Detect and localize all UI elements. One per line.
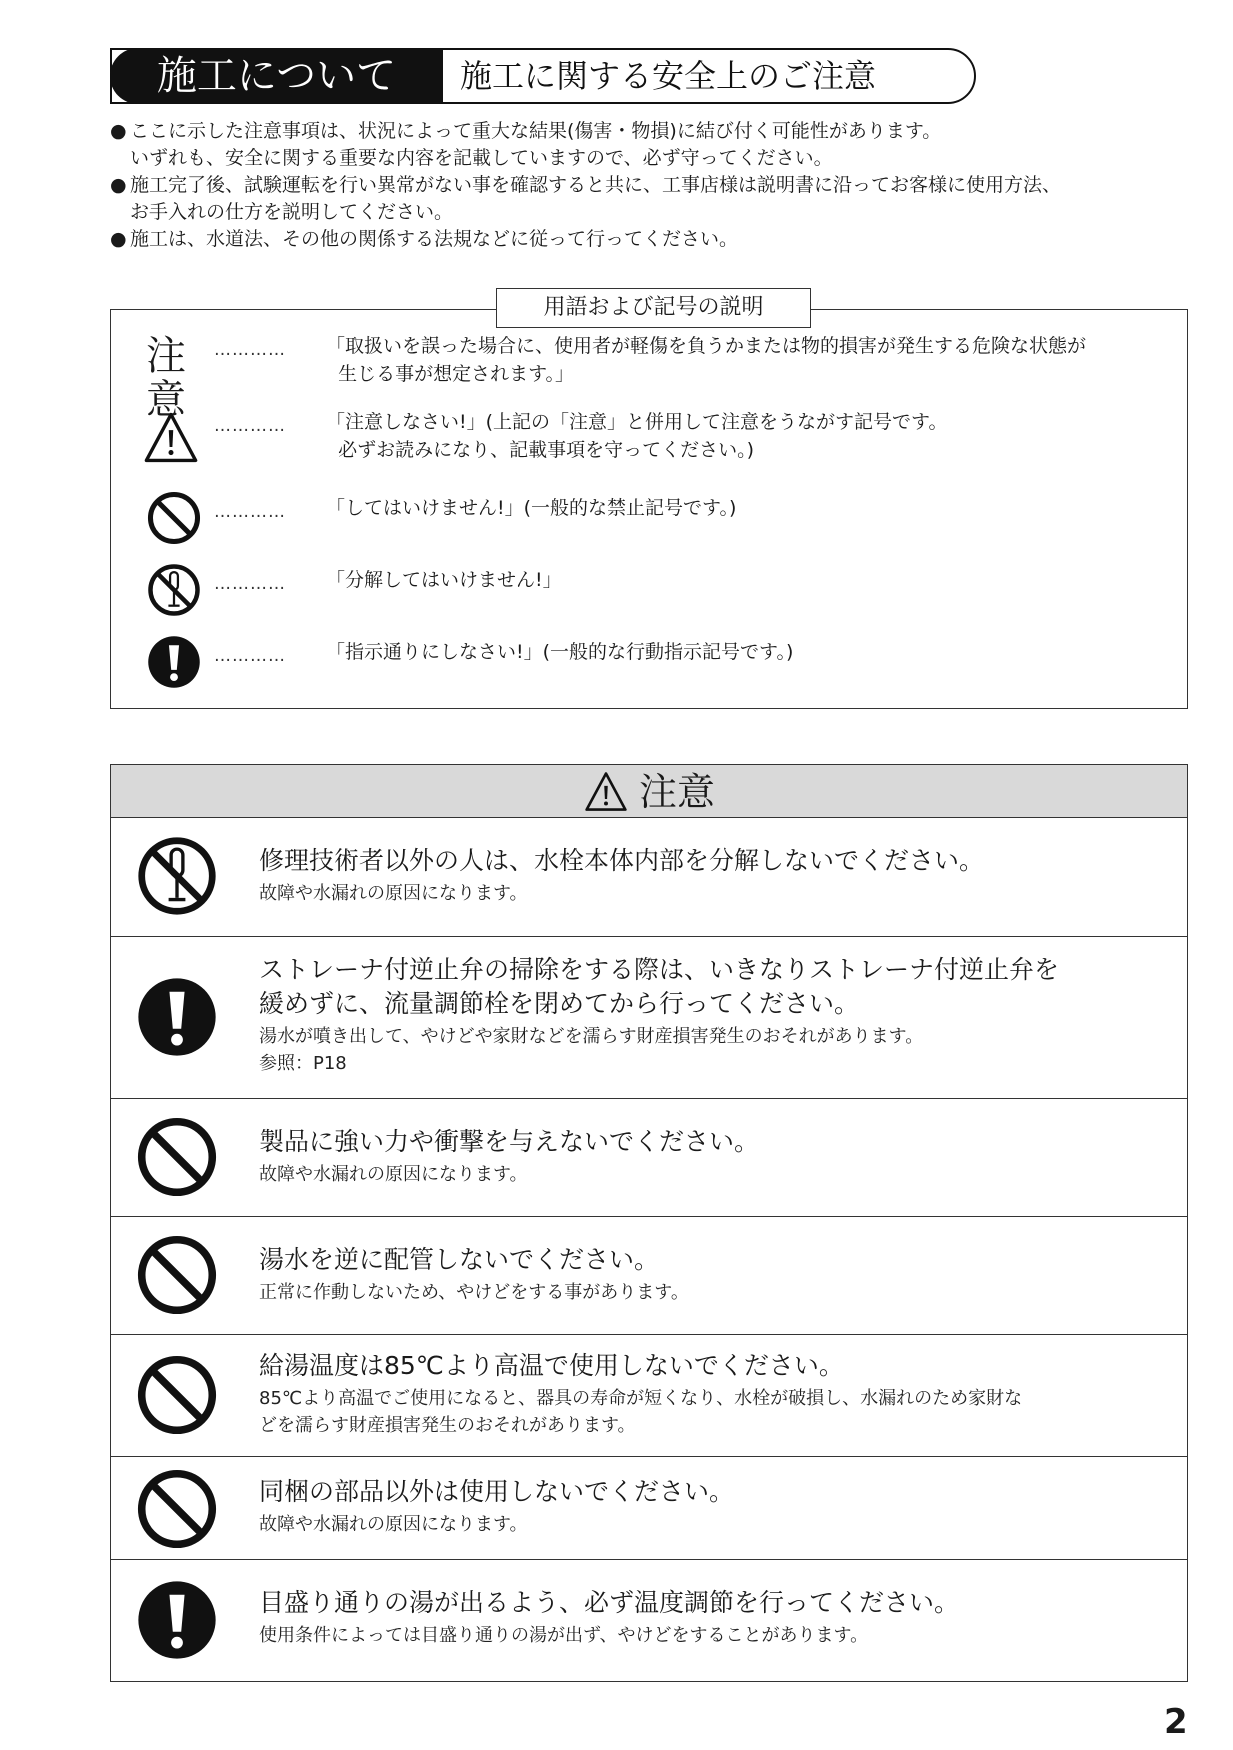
caution-item [111,936,1187,1098]
intro-bullet: ● ここに示した注意事項は、状況によって重大な結果(傷害・物損)に結び付く可能性があります。 いずれも、安全に関する重要な内容を記載していますので、必ず守ってください。 [110,118,1150,172]
caution-item [111,1456,1187,1559]
caution-title: 修理技術者以外の人は、水栓本体内部を分解しないでください。 [259,846,985,875]
caution-item [111,1216,1187,1334]
caution-desc: 湯水が噴き出して、やけどや家財などを濡らす財産損害発生のおそれがあります。 参照：P18 [259,1026,924,1074]
caution-desc: 85℃より高温でご使用になると、器具の寿命が短くなり、水栓が破損し、水漏れのため家財な どを濡らす財産損害発生のおそれがあります。 [259,1388,1023,1436]
chui-label: 注意 [146,333,186,423]
legend-text: 「取扱いを誤った場合に、使用者が軽傷を負うかまたは物的損害が発生する危険な状態が 生じる事が想定されます。」 [326,335,1087,385]
legend-text: 「注意しなさい!」(上記の「注意」と併用して注意をうながす記号です。 必ずお読みになり、記載事項を守ってください。) [326,411,948,461]
leader-dots: ………… [214,340,286,360]
prohibition-icon [135,1115,219,1199]
leader-dots: ………… [214,574,286,594]
mandatory-action-icon [139,634,209,690]
legend-text: 「分解してはいけません!」 [326,569,562,591]
caution-item [111,1559,1187,1681]
caution-desc: 故障や水漏れの原因になります。 [259,1514,528,1535]
no-disassembly-icon [139,562,209,618]
caution-item [111,1334,1187,1456]
legend-box [110,295,1188,709]
warning-triangle-icon [136,410,206,466]
prohibition-icon [135,1467,219,1551]
caution-title: 湯水を逆に配管しないでください。 [259,1245,660,1274]
caution-title: 同梱の部品以外は使用しないでください。 [259,1477,735,1506]
caution-title: ストレーナ付逆止弁の掃除をする際は、いきなりストレーナ付逆止弁を 緩めずに、流量調節栓を閉めてから行ってください。 [259,955,1060,1018]
prohibition-icon [135,1233,219,1317]
caution-desc: 使用条件によっては目盛り通りの湯が出ず、やけどをすることがあります。 [259,1625,869,1646]
no-disassembly-icon [135,834,219,918]
section-title: 施工について [110,48,443,104]
leader-dots: ………… [214,416,286,436]
caution-title: 給湯温度は85℃より高温で使用しないでください。 [259,1351,844,1380]
caution-table [110,764,1188,1682]
leader-dots: ………… [214,502,286,522]
caution-item [111,1098,1187,1216]
legend-text: 「してはいけません!」(一般的な禁止記号です。) [326,497,737,519]
legend-title: 用語および記号の説明 [496,288,811,328]
caution-item [111,818,1187,936]
legend-text: 「指示通りにしなさい!」(一般的な行動指示記号です。) [326,641,794,663]
intro-bullet: ● 施工は、水道法、その他の関係する法規などに従って行ってください。 [110,226,1150,253]
caution-header: 注意 [111,765,1187,818]
section-header [110,48,976,106]
prohibition-icon [135,1353,219,1437]
leader-dots: ………… [214,646,286,666]
caution-desc: 正常に作動しないため、やけどをする事があります。 [259,1282,689,1303]
intro-notes [110,118,1150,253]
intro-bullet: ● 施工完了後、試験運転を行い異常がない事を確認すると共に、工事店様は説明書に沿ってお客様に使用方法、 お手入れの仕方を説明してください。 [110,172,1150,226]
warning-triangle-icon [581,770,631,814]
section-subtitle: 施工に関する安全上のご注意 [460,57,877,95]
mandatory-action-icon [135,1578,219,1662]
caution-title: 製品に強い力や衝撃を与えないでください。 [259,1127,760,1156]
mandatory-action-icon [135,975,219,1059]
caution-title: 目盛り通りの湯が出るよう、必ず温度調節を行ってください。 [259,1588,960,1617]
caution-desc: 故障や水漏れの原因になります。 [259,1164,528,1185]
page-number: 2 [1164,1702,1188,1742]
caution-desc: 故障や水漏れの原因になります。 [259,883,528,904]
prohibition-icon [139,490,209,546]
